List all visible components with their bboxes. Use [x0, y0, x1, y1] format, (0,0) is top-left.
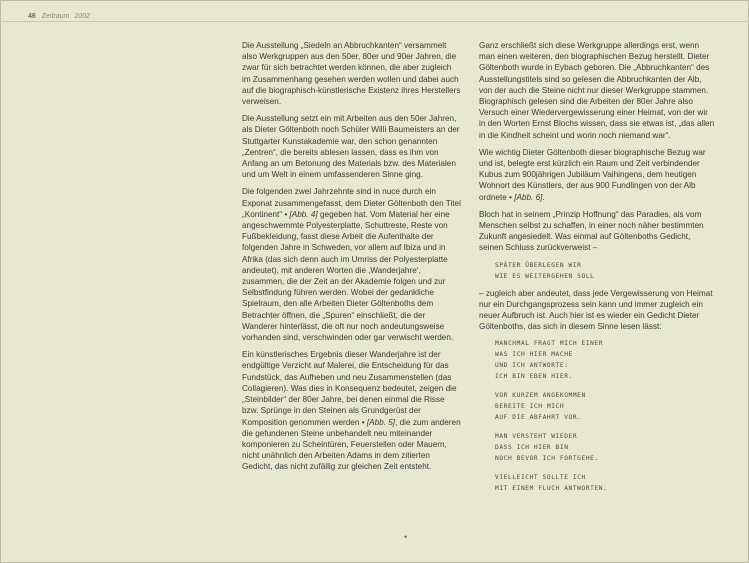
poem-stanza: [495, 472, 715, 494]
poem-line: WIE ES WEITERGEHEN SOLL: [495, 272, 595, 280]
paragraph: Ganz erschließt sich diese Werkgruppe allerdings erst, wenn man einen weiteren, den biographischen Bezug herstellt. Dieter Göltenboth wurde in Eybach geboren. Die „Abbruchkanten“ des Ausstellungstitels sind so gelesen die Abbruchkanten der Alb, von der auch die Steine nicht nur dieser Werkgruppe stammen. Biographisch gelesen sind die Arbeiten der 80er Jahre also Versuch einer Wiedervergewisserung einer Heimat, von der wir in den Worten Ernst Blochs wissen, dass sie etwas ist, „das allen in die Kindheit scheint und worin noch niemand war“.: [479, 41, 715, 140]
poem-line: ICH BIN EBEN HIER.: [495, 373, 573, 381]
poem-line: VIELLEICHT SOLLTE ICH: [495, 474, 586, 482]
poem-line: WAS ICH HIER MACHE: [495, 351, 573, 359]
paragraph: Die folgenden zwei Jahrzehnte sind in nuce durch ein Exponat zusammengefasst, dem Dieter Göltenboth den Titel „Kontinent“ • [Abb. 4] gegeben hat. Vom Material her eine angeschwemmte Polyesterplatte, Schuttreste, Reste von Fußbekleidung, fasst diese Arbeit die Aufenthalte der folgenden Jahre in Schweden, vor allem auf Ibiza und in Afrika (das sich denn auch im Umriss der Polyesterplatte andeutet), mit anderen Worten die ‚Wanderjahre‘, zusammen, die der Zeit an der Akademie folgen und zur Selbstfindung führen werden. Wobei der gedankliche Spielraum, den alle Arbeiten Dieter Göltenboths dem Betrachter öffnen, die „Spuren“ einschließt, die der Wanderer hinterlässt, die oft nur noch andeutungsweise vorhanden sind, verschwinden oder gar verwischt werden.: [242, 187, 461, 343]
poem-line: AUF DIE ABFAHRT VOR.: [495, 414, 582, 422]
running-header: [28, 13, 90, 20]
poem-quote: [495, 260, 715, 282]
poem-stanza: [495, 390, 715, 423]
poem-line: MIT EINEM FLUCH ANTWORTEN.: [495, 485, 608, 493]
figure-reference: • [Abb. 5]: [361, 417, 396, 427]
poem-line: MANCHMAL FRAGT MICH EINER: [495, 340, 604, 348]
poem-stanza: [495, 431, 715, 464]
page-bullet: •: [404, 532, 408, 542]
left-column: [242, 40, 462, 479]
header-title: Zeitraum: [41, 13, 70, 20]
paragraph: – zugleich aber andeutet, dass jede Vergewisserung von Heimat nur ein Durchgangsprozess sein kann und immer zugleich ein neuer Aufbruch ist. Auch hier ist es wieder ein Gedicht Dieter Göltenboths, das sich in diesem Sinne lesen lässt:: [479, 288, 713, 332]
paragraph: Die Ausstellung setzt ein mit Arbeiten aus den 50er Jahren, als Dieter Göltenboth noch Schüler Willi Baumeisters an der Stuttgarter Kunstakademie war, den schon genannten „Zentren“, die bereits ablesen lassen, dass es ihm von Anfang an um Betonung des Materials bzw. des Materialen und um Welt in einem umfassenderen Sinne ging.: [242, 114, 460, 180]
poem-line: MAN VERSTEHT WIEDER: [495, 433, 578, 441]
figure-reference: • [Abb. 6]: [509, 192, 543, 202]
paragraph: Bloch hat in seinem „Prinzip Hoffnung“ das Paradies, als vom Menschen selbst zu schaffen, in einer noch näher bestimmten Zukunft angesiedelt. Was einmal auf Göltenboths Gedicht, seinen Schluss zurückverweist –: [479, 209, 704, 253]
poem-line: DASS ICH HIER BIN: [495, 444, 569, 452]
paragraph: Wie wichtig Dieter Göltenboth dieser biographische Bezug war und ist, belegte erst kürzlich ein Raum und Zeit verbindender Kubus zum 900jährigen Jubiläum Vaihingens, dem heutigen Wohnort des Künstlers, der aus 900 Fundlingen von der Alb ordnete • [Abb. 6].: [479, 147, 706, 202]
paragraph: Die Ausstellung „Siedeln an Abbruchkanten“ versammelt also Werkgruppen aus den 50er, 80er und 90er Jahren, die zwar für sich betrachtet werden können, die aber zugleich im Zusammenhang gesehen werden wollen und dabei auch auf die biographisch-künstlerische Existenz ihres Herstellers verweisen.: [242, 41, 461, 107]
poem-stanza: [495, 338, 715, 382]
figure-reference: • [Abb. 4]: [284, 209, 318, 219]
header-year: 2002: [74, 13, 90, 20]
poem-line: BEREITE ICH MICH: [495, 403, 565, 411]
right-column: [479, 40, 715, 502]
poem-line: VOR KURZEM ANGEKOMMEN: [495, 392, 586, 400]
poem-line: UND ICH ANTWORTE:: [495, 362, 569, 370]
poem-quote: [495, 338, 715, 494]
paragraph: Ein künstlerisches Ergebnis dieser Wanderjahre ist der endgültige Verzicht auf Malerei, die Entscheidung für das Fundstück, das Aufheben und neu Zusammenstellen (das Collagieren). Was dies in Konsequenz bedeutet, zeigen die „Steinbilder“ der 80er Jahre, bei denen einmal die Risse bzw. Sprünge in den Steinen als Grundgerüst der Komposition genommen werden • [Abb. 5], die zum anderen die gefundenen Steine unbehandelt neu miteinander komponieren zu Scheintüren, Feuerstellen oder Mauern, nicht unähnlich den Arbeiten Adams in dem zitierten Gedicht, das nicht zufällig zur gleichen Zeit entsteht.: [242, 350, 461, 472]
poem-line: NOCH BEVOR ICH FORTGEHE.: [495, 455, 599, 463]
page-number: 46: [28, 13, 36, 20]
poem-line: SPÄTER ÜBERLEGEN WIR: [495, 261, 582, 269]
header-rule: [0, 21, 749, 22]
